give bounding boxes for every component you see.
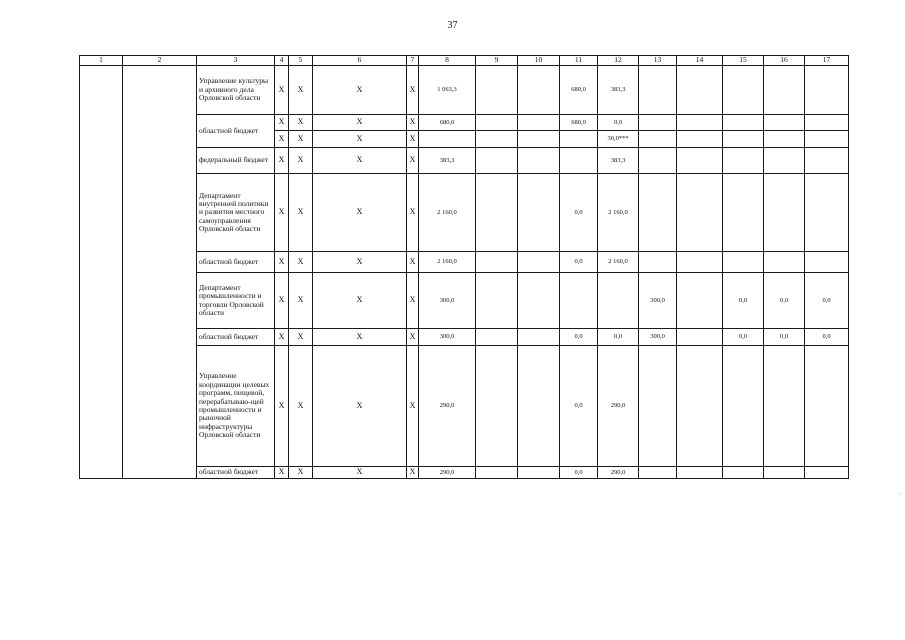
cell-c9: [476, 66, 518, 115]
cell-c12: 0,0: [598, 115, 639, 131]
cell-c15: [723, 148, 764, 174]
cell-c12: [598, 273, 639, 329]
funding-source: областной бюджет: [197, 252, 275, 273]
cell-c13: 300,0: [639, 329, 677, 346]
header-cell: 6: [313, 56, 407, 66]
cell-c8: 1 063,3: [419, 66, 476, 115]
cell-c6: Х: [313, 148, 407, 174]
table-row: [80, 66, 849, 115]
cell-c17: [805, 66, 849, 115]
cell-c6: Х: [313, 329, 407, 346]
cell-c11: 0,0: [560, 174, 598, 252]
cell-c15: [723, 346, 764, 467]
cell-c16: 0,0: [764, 273, 805, 329]
cell-c12: 2 160,0: [598, 252, 639, 273]
cell-c4: Х: [275, 329, 289, 346]
header-cell: 12: [598, 56, 639, 66]
funding-source: областной бюджет: [197, 115, 275, 148]
cell-c16: [764, 174, 805, 252]
cell-c14: [677, 66, 723, 115]
cell-c17: 0,0: [805, 329, 849, 346]
cell-c10: [518, 273, 560, 329]
cell-c10: [518, 174, 560, 252]
header-cell: 7: [407, 56, 419, 66]
cell-c16: [764, 467, 805, 479]
cell-c17: [805, 115, 849, 131]
cell-c12: 383,3: [598, 148, 639, 174]
cell-c16: [764, 131, 805, 148]
cell-c6: Х: [313, 467, 407, 479]
cell-c5: Х: [289, 346, 313, 467]
cell-c13: [639, 252, 677, 273]
cell-c8: 290,0: [419, 467, 476, 479]
header-cell: 5: [289, 56, 313, 66]
cell-c13: [639, 346, 677, 467]
cell-c4: Х: [275, 346, 289, 467]
executor-name: Департамент промышленности и торговли Орловской области: [197, 273, 275, 329]
cell-c16: [764, 346, 805, 467]
cell-c12: 383,3: [598, 66, 639, 115]
executor-name: Управление культуры и архивного дела Орловской области: [197, 66, 275, 115]
header-cell: 10: [518, 56, 560, 66]
cell-c11: [560, 273, 598, 329]
cell-c15: [723, 174, 764, 252]
cell-c13: [639, 467, 677, 479]
cell-c9: [476, 131, 518, 148]
cell-c10: [518, 115, 560, 131]
cell-c9: [476, 346, 518, 467]
cell-c14: [677, 131, 723, 148]
cell-c10: [518, 148, 560, 174]
cell-c17: [805, 467, 849, 479]
cell-c8: 300,0: [419, 273, 476, 329]
cell-c7: Х: [407, 148, 419, 174]
header-cell: 16: [764, 56, 805, 66]
cell-c5: Х: [289, 329, 313, 346]
cell-c9: [476, 252, 518, 273]
executor-name: Управление координации целевых программ, пищевой, перерабатываю-щей промышленности и рыночной инфраструктуры Орловской области: [197, 346, 275, 467]
cell-c4: Х: [275, 252, 289, 273]
cell-c8: 300,0: [419, 329, 476, 346]
cell-c10: [518, 66, 560, 115]
cell-c13: [639, 131, 677, 148]
cell-c10: [518, 131, 560, 148]
cell-c5: Х: [289, 467, 313, 479]
cell-c14: [677, 346, 723, 467]
cell-c16: [764, 148, 805, 174]
header-cell: 9: [476, 56, 518, 66]
cell-c16: 0,0: [764, 329, 805, 346]
cell-c15: [723, 66, 764, 115]
cell-c14: [677, 252, 723, 273]
cell-c10: [518, 346, 560, 467]
cell-c13: 300,0: [639, 273, 677, 329]
header-cell: 2: [123, 56, 197, 66]
margin-mark: ·: [898, 490, 901, 499]
cell-c13: [639, 174, 677, 252]
cell-c15: [723, 252, 764, 273]
cell-c16: [764, 115, 805, 131]
header-row: [80, 56, 849, 66]
executor-name: Департамент внутренней политики и развития местного самоуправления Орловской области: [197, 174, 275, 252]
cell-c15: [723, 467, 764, 479]
cell-c11: 0,0: [560, 346, 598, 467]
cell-c7: Х: [407, 346, 419, 467]
cell-c5: Х: [289, 252, 313, 273]
cell-c7: Х: [407, 273, 419, 329]
cell-c6: Х: [313, 66, 407, 115]
cell-c4: Х: [275, 273, 289, 329]
cell-c11: [560, 148, 598, 174]
cell-c7: Х: [407, 174, 419, 252]
cell-c9: [476, 148, 518, 174]
cell-c8: [419, 131, 476, 148]
header-cell: 3: [197, 56, 275, 66]
cell-c7: Х: [407, 66, 419, 115]
cell-c14: [677, 115, 723, 131]
cell-c12: 2 160,0: [598, 174, 639, 252]
cell-c13: [639, 115, 677, 131]
cell-c9: [476, 329, 518, 346]
cell-c7: Х: [407, 467, 419, 479]
cell-c7: Х: [407, 252, 419, 273]
cell-c16: [764, 66, 805, 115]
cell-c4: Х: [275, 174, 289, 252]
cell-c7: Х: [407, 329, 419, 346]
cell-c16: [764, 252, 805, 273]
cell-c5: Х: [289, 131, 313, 148]
cell-c13: [639, 66, 677, 115]
cell-c14: [677, 174, 723, 252]
cell-c5: Х: [289, 115, 313, 131]
cell-c8: 680,0: [419, 115, 476, 131]
cell-c6: Х: [313, 131, 407, 148]
cell-c8: 290,0: [419, 346, 476, 467]
cell-c6: Х: [313, 115, 407, 131]
cell-c17: 0,0: [805, 273, 849, 329]
empty-cell-col1: [80, 66, 123, 479]
cell-c15: [723, 115, 764, 131]
cell-c7: Х: [407, 115, 419, 131]
cell-c17: [805, 148, 849, 174]
cell-c8: 383,3: [419, 148, 476, 174]
cell-c12: 290,0: [598, 346, 639, 467]
cell-c17: [805, 252, 849, 273]
cell-c17: [805, 346, 849, 467]
cell-c7: Х: [407, 131, 419, 148]
cell-c15: [723, 131, 764, 148]
header-cell: 11: [560, 56, 598, 66]
header-cell: 1: [80, 56, 123, 66]
cell-c10: [518, 329, 560, 346]
cell-c11: 680,0: [560, 115, 598, 131]
header-cell: 14: [677, 56, 723, 66]
header-cell: 4: [275, 56, 289, 66]
cell-c15: 0,0: [723, 329, 764, 346]
cell-c11: 0,0: [560, 467, 598, 479]
cell-c5: Х: [289, 148, 313, 174]
cell-c4: Х: [275, 148, 289, 174]
cell-c4: Х: [275, 467, 289, 479]
header-cell: 13: [639, 56, 677, 66]
cell-c10: [518, 467, 560, 479]
funding-source: областной бюджет: [197, 467, 275, 479]
cell-c11: 0,0: [560, 252, 598, 273]
cell-c17: [805, 174, 849, 252]
cell-c9: [476, 174, 518, 252]
cell-c14: [677, 273, 723, 329]
cell-c8: 2 160,0: [419, 174, 476, 252]
cell-c12: 290,0: [598, 467, 639, 479]
cell-c14: [677, 467, 723, 479]
cell-c14: [677, 148, 723, 174]
cell-c5: Х: [289, 66, 313, 115]
header-cell: 8: [419, 56, 476, 66]
cell-c9: [476, 467, 518, 479]
cell-c6: Х: [313, 273, 407, 329]
cell-c11: 0,0: [560, 329, 598, 346]
cell-c11: 680,0: [560, 66, 598, 115]
cell-c10: [518, 252, 560, 273]
funding-source: областной бюджет: [197, 329, 275, 346]
cell-c4: Х: [275, 131, 289, 148]
cell-c17: [805, 131, 849, 148]
header-cell: 15: [723, 56, 764, 66]
cell-c4: Х: [275, 115, 289, 131]
cell-c12: 30,0***: [598, 131, 639, 148]
cell-c13: [639, 148, 677, 174]
cell-c12: 0,0: [598, 329, 639, 346]
cell-c11: [560, 131, 598, 148]
header-cell: 17: [805, 56, 849, 66]
budget-table: [79, 55, 849, 479]
cell-c9: [476, 273, 518, 329]
empty-cell-col2: [123, 66, 197, 479]
cell-c6: Х: [313, 174, 407, 252]
cell-c5: Х: [289, 273, 313, 329]
cell-c15: 0,0: [723, 273, 764, 329]
cell-c6: Х: [313, 346, 407, 467]
page-number: 37: [447, 20, 458, 31]
funding-source: федеральный бюджет: [197, 148, 275, 174]
cell-c4: Х: [275, 66, 289, 115]
cell-c8: 2 160,0: [419, 252, 476, 273]
cell-c14: [677, 329, 723, 346]
cell-c5: Х: [289, 174, 313, 252]
cell-c9: [476, 115, 518, 131]
cell-c6: Х: [313, 252, 407, 273]
